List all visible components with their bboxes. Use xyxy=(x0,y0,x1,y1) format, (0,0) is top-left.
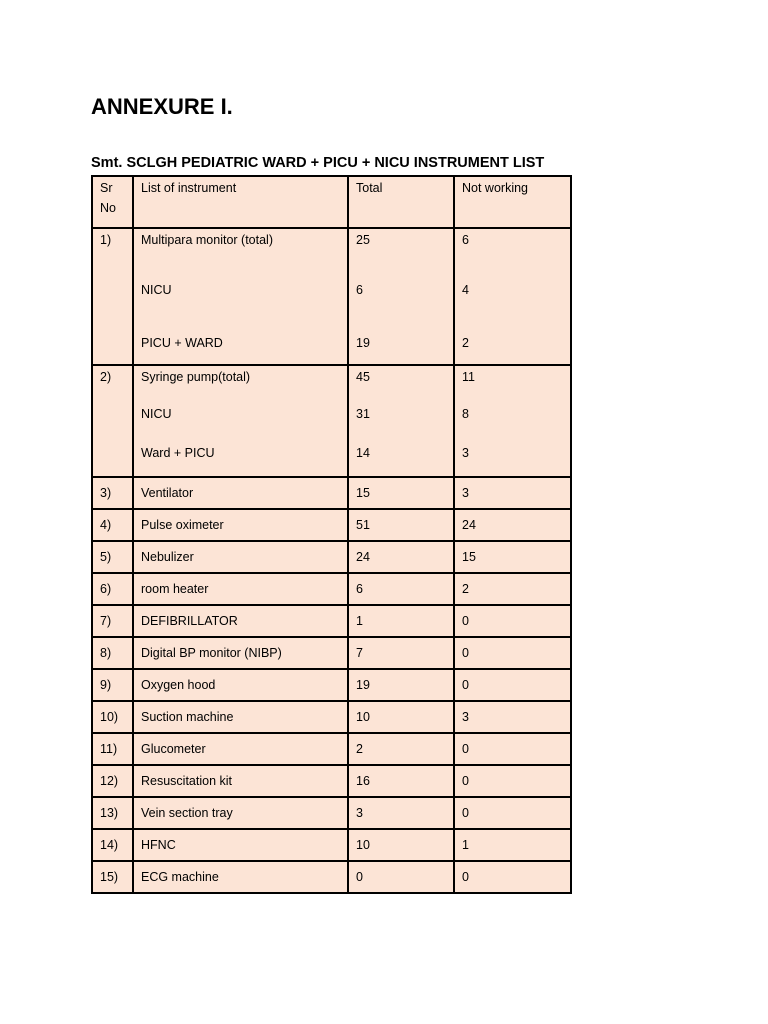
not-working-cell: 3 xyxy=(454,477,571,509)
table-row xyxy=(92,509,571,541)
instrument-cell: Vein section tray xyxy=(133,797,348,829)
sr-cell: 5) xyxy=(92,541,133,573)
table-header-row xyxy=(92,176,571,228)
total-cell: 3 xyxy=(348,797,454,829)
not-working-cell xyxy=(454,365,571,477)
total-cell: 1 xyxy=(348,605,454,637)
not-working-cell: 15 xyxy=(454,541,571,573)
instrument-line: PICU + WARD xyxy=(141,336,223,350)
instrument-cell: Nebulizer xyxy=(133,541,348,573)
header-instrument: List of instrument xyxy=(133,176,348,228)
total-cell: 16 xyxy=(348,765,454,797)
not-working-cell: 3 xyxy=(454,701,571,733)
not-working-cell: 0 xyxy=(454,637,571,669)
sr-cell: 7) xyxy=(92,605,133,637)
instrument-cell: Ventilator xyxy=(133,477,348,509)
header-not-working: Not working xyxy=(454,176,571,228)
sr-cell: 8) xyxy=(92,637,133,669)
not-working-line: 11 xyxy=(462,370,475,384)
not-working-cell: 0 xyxy=(454,605,571,637)
table-row xyxy=(92,797,571,829)
total-cell xyxy=(348,365,454,477)
instrument-cell: room heater xyxy=(133,573,348,605)
header-sr-line2: No xyxy=(100,201,116,215)
not-working-cell: 2 xyxy=(454,573,571,605)
instrument-cell: Resuscitation kit xyxy=(133,765,348,797)
not-working-line: 2 xyxy=(462,336,469,350)
sr-cell: 12) xyxy=(92,765,133,797)
not-working-cell: 0 xyxy=(454,733,571,765)
instrument-line: NICU xyxy=(141,407,172,421)
total-cell xyxy=(348,228,454,365)
not-working-cell: 0 xyxy=(454,765,571,797)
not-working-cell: 1 xyxy=(454,829,571,861)
table-row xyxy=(92,541,571,573)
total-cell: 19 xyxy=(348,669,454,701)
total-line: 6 xyxy=(356,283,363,297)
table-row xyxy=(92,733,571,765)
not-working-line: 8 xyxy=(462,407,469,421)
not-working-line: 3 xyxy=(462,446,469,460)
total-cell: 10 xyxy=(348,701,454,733)
sr-cell: 3) xyxy=(92,477,133,509)
total-cell: 24 xyxy=(348,541,454,573)
total-line: 25 xyxy=(356,233,370,247)
header-total: Total xyxy=(348,176,454,228)
sr-cell: 4) xyxy=(92,509,133,541)
table-row xyxy=(92,765,571,797)
instrument-cell xyxy=(133,228,348,365)
total-cell: 51 xyxy=(348,509,454,541)
sr-cell: 10) xyxy=(92,701,133,733)
instrument-cell: HFNC xyxy=(133,829,348,861)
total-cell: 10 xyxy=(348,829,454,861)
instrument-cell: ECG machine xyxy=(133,861,348,893)
instrument-cell: Digital BP monitor (NIBP) xyxy=(133,637,348,669)
table-row xyxy=(92,701,571,733)
table-row xyxy=(92,365,571,477)
instrument-line: Ward + PICU xyxy=(141,446,215,460)
table-row xyxy=(92,228,571,365)
not-working-cell: 0 xyxy=(454,861,571,893)
instrument-cell: Suction machine xyxy=(133,701,348,733)
not-working-cell: 24 xyxy=(454,509,571,541)
total-line: 14 xyxy=(356,446,370,460)
instrument-cell: Pulse oximeter xyxy=(133,509,348,541)
header-sr-line1: Sr xyxy=(100,181,113,195)
sr-cell: 9) xyxy=(92,669,133,701)
instrument-cell: Oxygen hood xyxy=(133,669,348,701)
total-line: 19 xyxy=(356,336,370,350)
not-working-line: 6 xyxy=(462,233,469,247)
sr-cell: 15) xyxy=(92,861,133,893)
table-row xyxy=(92,637,571,669)
table-row xyxy=(92,829,571,861)
instrument-line: Multipara monitor (total) xyxy=(141,233,273,247)
total-cell: 0 xyxy=(348,861,454,893)
sr-cell: 14) xyxy=(92,829,133,861)
sr-cell: 6) xyxy=(92,573,133,605)
instrument-cell: Glucometer xyxy=(133,733,348,765)
not-working-cell: 0 xyxy=(454,669,571,701)
instrument-line: NICU xyxy=(141,283,172,297)
table-row xyxy=(92,605,571,637)
total-line: 31 xyxy=(356,407,370,421)
sr-cell: 1) xyxy=(92,228,133,365)
total-cell: 2 xyxy=(348,733,454,765)
table-title: Smt. SCLGH PEDIATRIC WARD + PICU + NICU INSTRUMENT LIST xyxy=(91,155,545,171)
total-cell: 15 xyxy=(348,477,454,509)
not-working-cell: 0 xyxy=(454,797,571,829)
header-sr-no xyxy=(92,176,133,228)
table-row xyxy=(92,477,571,509)
total-line: 45 xyxy=(356,370,370,384)
instrument-line: Syringe pump(total) xyxy=(141,370,251,384)
page-title: ANNEXURE I. xyxy=(91,94,233,119)
instrument-table xyxy=(91,175,572,894)
sr-cell: 2) xyxy=(92,365,133,477)
table-row xyxy=(92,669,571,701)
table-row xyxy=(92,861,571,893)
total-cell: 6 xyxy=(348,573,454,605)
instrument-cell xyxy=(133,365,348,477)
sr-cell: 11) xyxy=(92,733,133,765)
not-working-cell xyxy=(454,228,571,365)
sr-cell: 13) xyxy=(92,797,133,829)
table-row xyxy=(92,573,571,605)
total-cell: 7 xyxy=(348,637,454,669)
instrument-cell: DEFIBRILLATOR xyxy=(133,605,348,637)
not-working-line: 4 xyxy=(462,283,469,297)
